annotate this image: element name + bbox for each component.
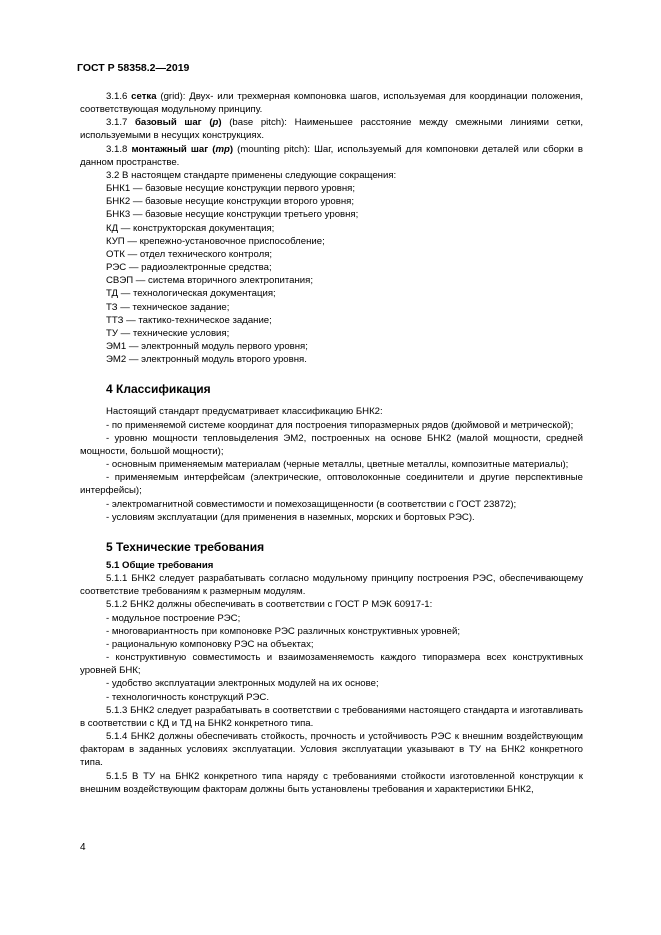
classification-item: - основным применяемым материалам (черные металлы, цветные металлы, композитные материалы); [106,459,569,471]
section-4-heading: 4 Классификация [106,382,211,397]
abbr-intro: 3.2 В настоящем стандарте применены следующие сокращения: [106,169,397,181]
abbr-item: ТЗ — техническое задание; [106,301,230,313]
requirement-item: - удобство эксплуатации электронных модулей на их основе; [106,678,379,690]
abbr-item: СВЭП — система вторичного электропитания; [106,275,314,287]
abbr-item: КД — конструкторская документация; [106,222,275,234]
abbr-item: ТТЗ — тактико-техническое задание; [106,314,272,326]
term-definition: (base pitch): Наименьшее расстояние между смежными линиями сетки, используемыми в несущих конструкциях. [80,117,583,142]
term-symbol: p [212,117,219,129]
term-definition: (grid): Двух- или трехмерная компоновка шагов, используемая для координации положения, соответствующая модульному принципу. [80,91,583,116]
abbr-item: БНК1 — базовые несущие конструкции первого уровня; [106,183,356,195]
term-number: 3.1.8 [106,143,128,155]
clause-5-1-2: 5.1.2 БНК2 должны обеспечивать в соответствии с ГОСТ Р МЭК 60917-1: [106,599,433,611]
classification-item: - уровню мощности тепловыделения ЭМ2, построенных на основе БНК2 (малой мощности, средней мощности, большой мощности); [80,432,583,457]
clause-5-1-3: 5.1.3 БНК2 следует разрабатывать в соответствии с требованиями настоящего стандарта и изготавливать в соответствии с КД и ТД на БНК2 конкретного типа. [80,704,583,729]
document-header: ГОСТ Р 58358.2—2019 [77,62,190,74]
term-name: базовый шаг [134,117,202,129]
term-symbol: mp [215,143,230,155]
term-number: 3.1.6 [106,91,128,102]
abbr-item: ЭМ2 — электронный модуль второго уровня. [106,354,307,366]
clause-5-1-4: 5.1.4 БНК2 должны обеспечивать стойкость, прочность и устойчивость РЭС к внешним воздействующим факторам в заданных условиях эксплуатации. Условия эксплуатации указывают в ТУ на БНК2 конкретного типа. [80,731,583,769]
term-3-1-7: 3.1.7 базовый шаг (p) (base pitch): Наименьшее расстояние между смежными линиями сетки, используемыми в несущих конструкциях. [80,117,583,142]
term-definition: (mounting pitch): Шаг, используемый для компоновки деталей или сборки в данном пространстве. [80,143,583,168]
subsection-5-1-heading: 5.1 Общие требования [106,560,214,571]
abbr-item: КУП — крепежно-установочное приспособление; [106,235,325,247]
classification-item: - электромагнитной совместимости и помехозащищенности (в соответствии с ГОСТ 23872); [106,498,517,510]
requirement-item: - многовариантность при компоновке РЭС различных конструктивных уровней; [106,625,461,637]
abbr-item: БНК3 — базовые несущие конструкции третьего уровня; [106,209,359,221]
abbr-item: ЭМ1 — электронный модуль первого уровня; [106,340,308,352]
clause-5-1-5: 5.1.5 В ТУ на БНК2 конкретного типа наряду с требованиями стойкости изготовленной конструкции к внешним воздействующим факторам должны быть установлены требования и характеристики БНК2, [80,770,583,795]
requirement-item: - рациональную компоновку РЭС на объектах; [106,638,314,650]
abbr-item: БНК2 — базовые несущие конструкции второго уровня; [106,196,354,208]
abbr-item: ТД — технологическая документация; [106,288,276,300]
classification-item: - применяемым интерфейсам (электрические, оптоволоконные соединители и другие перспективные интерфейсы); [80,472,583,497]
requirement-item: - технологичность конструкций РЭС. [106,691,269,703]
classification-item: - условиям эксплуатации (для применения в наземных, морских и бортовых РЭС). [106,511,475,523]
term-number: 3.1.7 [106,117,128,129]
abbr-item: ОТК — отдел технического контроля; [106,248,273,260]
term-3-1-6 [80,90,583,116]
abbr-item: РЭС — радиоэлектронные средства; [106,262,272,274]
requirement-item: - модульное построение РЭС; [106,612,241,624]
section-5-heading: 5 Технические требования [106,539,265,554]
page-number: 4 [80,842,86,853]
requirement-item: - конструктивную совместимость и взаимозаменяемость каждого типоразмера всех конструктивных уровней БНК; [80,652,583,677]
page-content [80,90,583,796]
section-4-intro: Настоящий стандарт предусматривает классификацию БНК2: [106,406,383,418]
term-3-1-8: 3.1.8 монтажный шаг (mp) (mounting pitch): Шаг, используемый для компоновки деталей или сборки в данном пространстве. [80,143,583,168]
abbr-item: ТУ — технические условия; [106,327,230,339]
term-name: монтажный шаг [131,143,209,155]
term-name: сетка [131,91,157,102]
classification-item: - по применяемой системе координат для построения типоразмерных рядов (дюймовой и метрической); [106,419,574,431]
clause-5-1-1: 5.1.1 БНК2 следует разрабатывать согласно модульному принципу построения РЭС, обеспечивающему соответствие требованиям к размерным модулям. [80,573,583,598]
